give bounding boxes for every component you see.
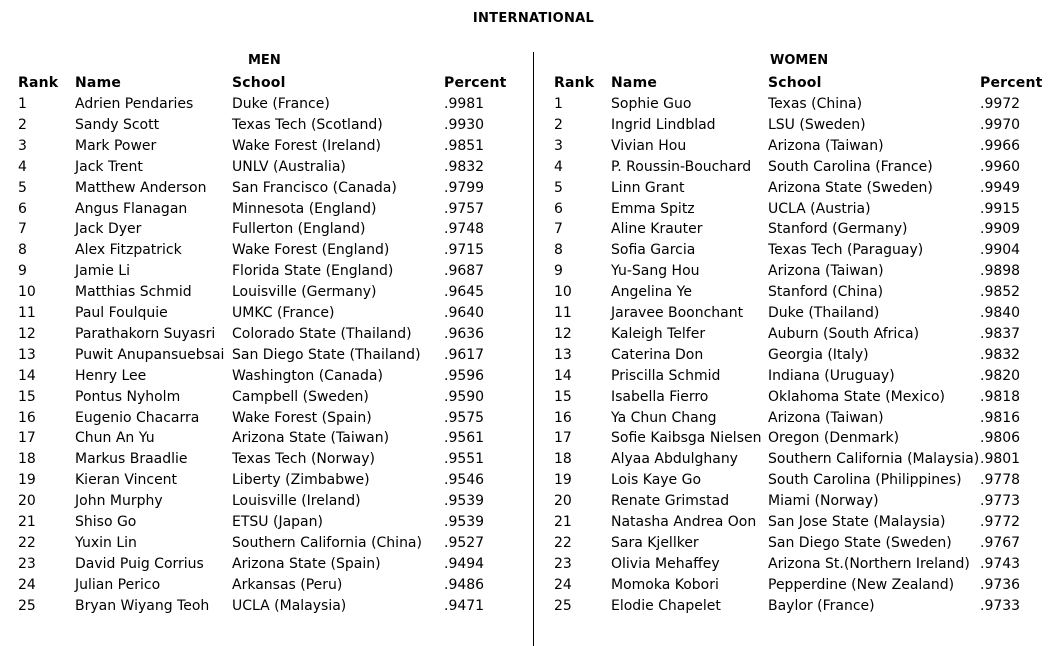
school-cell: ETSU (Japan)	[232, 514, 323, 530]
name-header: Name	[75, 75, 122, 91]
school-cell: Texas Tech (Paraguay)	[768, 242, 924, 259]
school-cell: LSU (Sweden)	[768, 116, 866, 133]
percent-cell: .9687	[444, 263, 485, 280]
percent-cell: .9816	[980, 409, 1021, 426]
rank-cell: 21	[18, 514, 36, 530]
percent-cell: .9981	[444, 96, 485, 112]
rank-cell: 8	[18, 242, 27, 259]
school-cell: Washington (Canada)	[232, 367, 383, 384]
school-cell: Baylor (France)	[768, 597, 875, 614]
rank-cell: 25	[18, 597, 36, 614]
name-cell: Natasha Andrea Oon	[611, 514, 757, 530]
percent-cell: .9636	[444, 325, 485, 342]
page-title: INTERNATIONAL	[472, 11, 595, 26]
percent-cell: .9645	[444, 284, 485, 301]
school-cell: Southern California (China)	[232, 534, 422, 551]
percent-cell: .9527	[444, 534, 485, 551]
rank-cell: 22	[18, 534, 36, 551]
percent-cell: .9972	[980, 96, 1021, 112]
percent-cell: .9561	[444, 430, 485, 447]
rank-cell: 20	[18, 493, 36, 510]
percent-cell: .9596	[444, 367, 485, 384]
school-cell: Wake Forest (Spain)	[232, 409, 372, 426]
percent-cell: .9471	[444, 597, 485, 614]
school-cell: Louisville (Germany)	[232, 284, 377, 301]
column-divider	[533, 52, 534, 646]
name-cell: Chun An Yu	[75, 430, 155, 447]
rank-cell: 21	[554, 514, 572, 530]
rank-cell: 19	[18, 472, 36, 489]
name-cell: Angus Flanagan	[75, 200, 188, 217]
school-cell: Minnesota (England)	[232, 200, 377, 217]
name-cell: Markus Braadlie	[75, 451, 188, 468]
name-cell: Aline Krauter	[611, 221, 703, 238]
school-cell: Duke (Thailand)	[768, 305, 880, 321]
percent-cell: .9904	[980, 242, 1021, 259]
name-cell: Elodie Chapelet	[611, 597, 721, 614]
name-cell: Alex Fitzpatrick	[75, 242, 182, 259]
school-cell: Arizona State (Taiwan)	[232, 430, 390, 447]
rank-cell: 6	[18, 200, 27, 217]
rank-cell: 6	[554, 200, 563, 217]
rank-cell: 10	[18, 284, 36, 301]
name-cell: Yuxin Lin	[75, 534, 137, 551]
rank-cell: 15	[554, 388, 572, 405]
percent-cell: .9486	[444, 576, 485, 593]
rank-cell: 8	[554, 242, 563, 259]
percent-cell: .9837	[980, 325, 1021, 342]
percent-cell: .9832	[980, 346, 1021, 363]
percent-cell: .9590	[444, 388, 485, 405]
name-cell: Adrien Pendaries	[75, 96, 194, 112]
school-cell: South Carolina (Philippines)	[768, 472, 962, 489]
rank-header: Rank	[18, 75, 59, 91]
name-cell: Sandy Scott	[75, 116, 160, 133]
percent-cell: .9966	[980, 137, 1021, 154]
percent-cell: .9575	[444, 409, 485, 426]
school-cell: San Diego State (Sweden)	[768, 534, 952, 551]
name-cell: Matthias Schmid	[75, 284, 192, 301]
rank-cell: 11	[554, 305, 572, 321]
school-cell: South Carolina (France)	[768, 158, 933, 175]
school-cell: Pepperdine (New Zealand)	[768, 576, 955, 593]
name-cell: Julian Perico	[75, 576, 161, 593]
rank-cell: 5	[554, 179, 563, 196]
percent-cell: .9767	[980, 534, 1021, 551]
name-cell: Ya Chun Chang	[611, 409, 717, 426]
rank-cell: 22	[554, 534, 572, 551]
school-cell: Arizona St.(Northern Ireland)	[768, 555, 970, 572]
percent-cell: .9539	[444, 493, 485, 510]
percent-cell: .9909	[980, 221, 1021, 238]
name-cell: Henry Lee	[75, 367, 147, 384]
percent-cell: .9757	[444, 200, 485, 217]
percent-cell: .9799	[444, 179, 485, 196]
school-cell: Auburn (South Africa)	[768, 325, 920, 342]
percent-cell: .9494	[444, 555, 485, 572]
name-cell: Emma Spitz	[611, 200, 695, 217]
percent-cell: .9832	[444, 158, 485, 175]
percent-cell: .9640	[444, 305, 485, 321]
school-header: School	[768, 75, 822, 91]
rank-cell: 17	[554, 430, 572, 447]
name-header: Name	[611, 75, 658, 91]
name-cell: Kaleigh Telfer	[611, 325, 706, 342]
name-cell: Sofie Kaibsga Nielsen	[611, 430, 762, 447]
school-cell: Wake Forest (Ireland)	[232, 137, 381, 154]
percent-header: Percent	[980, 75, 1043, 91]
name-cell: Vivian Hou	[611, 137, 687, 154]
percent-cell: .9851	[444, 137, 485, 154]
name-cell: Yu-Sang Hou	[611, 263, 700, 280]
school-cell: Arizona (Taiwan)	[768, 137, 884, 154]
rank-cell: 12	[18, 325, 36, 342]
name-cell: Ingrid Lindblad	[611, 116, 716, 133]
school-cell: Texas (China)	[768, 96, 863, 112]
rank-cell: 2	[554, 116, 563, 133]
name-cell: Shiso Go	[75, 514, 137, 530]
percent-cell: .9820	[980, 367, 1021, 384]
name-cell: Jack Trent	[75, 158, 143, 175]
name-cell: Momoka Kobori	[611, 576, 719, 593]
school-cell: San Jose State (Malaysia)	[768, 514, 946, 530]
rank-cell: 11	[18, 305, 36, 321]
percent-cell: .9801	[980, 451, 1021, 468]
rank-header: Rank	[554, 75, 595, 91]
percent-cell: .9743	[980, 555, 1021, 572]
school-cell: Liberty (Zimbabwe)	[232, 472, 370, 489]
rank-cell: 20	[554, 493, 572, 510]
name-cell: Renate Grimstad	[611, 493, 730, 510]
school-cell: San Francisco (Canada)	[232, 179, 397, 196]
name-cell: Sofia Garcia	[611, 242, 696, 259]
name-cell: Isabella Fierro	[611, 388, 709, 405]
rank-cell: 23	[18, 555, 36, 572]
rank-cell: 16	[18, 409, 36, 426]
school-cell: Fullerton (England)	[232, 221, 366, 238]
rank-cell: 4	[18, 158, 27, 175]
percent-cell: .9715	[444, 242, 485, 259]
name-cell: Lois Kaye Go	[611, 472, 702, 489]
percent-cell: .9840	[980, 305, 1021, 321]
name-cell: Jack Dyer	[75, 221, 142, 238]
name-cell: Linn Grant	[611, 179, 685, 196]
school-cell: Miami (Norway)	[768, 493, 879, 510]
percent-cell: .9778	[980, 472, 1021, 489]
rank-cell: 15	[18, 388, 36, 405]
name-cell: Alyaa Abdulghany	[611, 451, 738, 468]
percent-cell: .9736	[980, 576, 1021, 593]
rank-cell: 12	[554, 325, 572, 342]
school-cell: Oklahoma State (Mexico)	[768, 388, 946, 405]
percent-cell: .9748	[444, 221, 485, 238]
rank-cell: 16	[554, 409, 572, 426]
name-cell: David Puig Corrius	[75, 555, 204, 572]
rank-cell: 3	[18, 137, 27, 154]
rank-cell: 18	[18, 451, 36, 468]
rank-cell: 7	[554, 221, 563, 238]
school-cell: Duke (France)	[232, 96, 330, 112]
school-header: School	[232, 75, 286, 91]
school-cell: Georgia (Italy)	[768, 346, 869, 363]
percent-cell: .9970	[980, 116, 1021, 133]
rank-cell: 24	[18, 576, 36, 593]
name-cell: Jamie Li	[75, 263, 130, 280]
school-cell: Texas Tech (Norway)	[232, 451, 375, 468]
school-cell: Texas Tech (Scotland)	[232, 116, 383, 133]
name-cell: Puwit Anupansuebsai	[75, 346, 225, 363]
rank-cell: 19	[554, 472, 572, 489]
rank-cell: 7	[18, 221, 27, 238]
school-cell: Southern California (Malaysia)	[768, 451, 980, 468]
school-cell: Wake Forest (England)	[232, 242, 390, 259]
percent-cell: .9915	[980, 200, 1021, 217]
rank-cell: 3	[554, 137, 563, 154]
rank-cell: 23	[554, 555, 572, 572]
percent-cell: .9852	[980, 284, 1021, 301]
name-cell: Kieran Vincent	[75, 472, 178, 489]
school-cell: Colorado State (Thailand)	[232, 325, 412, 342]
percent-cell: .9546	[444, 472, 485, 489]
rank-cell: 18	[554, 451, 572, 468]
percent-cell: .9818	[980, 388, 1021, 405]
name-cell: Angelina Ye	[611, 284, 692, 301]
school-cell: Arkansas (Peru)	[232, 576, 343, 593]
rank-cell: 10	[554, 284, 572, 301]
school-cell: Arizona State (Sweden)	[768, 179, 933, 196]
percent-cell: .9960	[980, 158, 1021, 175]
rank-cell: 9	[18, 263, 27, 280]
school-cell: UCLA (Malaysia)	[232, 597, 347, 614]
name-cell: Sara Kjellker	[611, 534, 699, 551]
name-cell: Pontus Nyholm	[75, 388, 181, 405]
percent-cell: .9773	[980, 493, 1021, 510]
school-cell: Campbell (Sweden)	[232, 388, 369, 405]
name-cell: Eugenio Chacarra	[75, 409, 200, 426]
name-cell: Olivia Mehaffey	[611, 555, 720, 572]
rank-cell: 14	[18, 367, 36, 384]
rank-cell: 13	[18, 346, 36, 363]
percent-header: Percent	[444, 75, 507, 91]
name-cell: Bryan Wiyang Teoh	[75, 597, 210, 614]
school-cell: Oregon (Denmark)	[768, 430, 900, 447]
rank-cell: 1	[18, 96, 27, 112]
name-cell: Sophie Guo	[611, 96, 692, 112]
name-cell: Mark Power	[75, 137, 157, 154]
percent-cell: .9898	[980, 263, 1021, 280]
percent-cell: .9772	[980, 514, 1021, 530]
school-cell: San Diego State (Thailand)	[232, 346, 421, 363]
men-heading: MEN	[248, 53, 281, 68]
school-cell: UNLV (Australia)	[232, 158, 346, 175]
percent-cell: .9806	[980, 430, 1021, 447]
school-cell: Arizona (Taiwan)	[768, 409, 884, 426]
name-cell: Matthew Anderson	[75, 179, 207, 196]
school-cell: Arizona State (Spain)	[232, 555, 381, 572]
name-cell: Priscilla Schmid	[611, 367, 721, 384]
percent-cell: .9539	[444, 514, 485, 530]
rank-cell: 24	[554, 576, 572, 593]
school-cell: Stanford (China)	[768, 284, 884, 301]
rank-cell: 1	[554, 96, 563, 112]
name-cell: Parathakorn Suyasri	[75, 325, 216, 342]
name-cell: P. Roussin-Bouchard	[611, 158, 752, 175]
rank-cell: 14	[554, 367, 572, 384]
rank-cell: 9	[554, 263, 563, 280]
school-cell: Arizona (Taiwan)	[768, 263, 884, 280]
women-heading: WOMEN	[770, 53, 829, 68]
rank-cell: 13	[554, 346, 572, 363]
school-cell: Florida State (England)	[232, 263, 394, 280]
percent-cell: .9733	[980, 597, 1021, 614]
name-cell: Jaravee Boonchant	[611, 305, 744, 321]
name-cell: Paul Foulquie	[75, 305, 168, 321]
rank-cell: 17	[18, 430, 36, 447]
name-cell: Caterina Don	[611, 346, 704, 363]
rank-cell: 4	[554, 158, 563, 175]
rank-cell: 25	[554, 597, 572, 614]
school-cell: Stanford (Germany)	[768, 221, 908, 238]
percent-cell: .9617	[444, 346, 485, 363]
school-cell: Louisville (Ireland)	[232, 493, 361, 510]
school-cell: UCLA (Austria)	[768, 200, 871, 217]
school-cell: Indiana (Uruguay)	[768, 367, 895, 384]
name-cell: John Murphy	[75, 493, 163, 510]
percent-cell: .9949	[980, 179, 1021, 196]
rank-cell: 5	[18, 179, 27, 196]
percent-cell: .9551	[444, 451, 485, 468]
school-cell: UMKC (France)	[232, 305, 335, 321]
rank-cell: 2	[18, 116, 27, 133]
percent-cell: .9930	[444, 116, 485, 133]
